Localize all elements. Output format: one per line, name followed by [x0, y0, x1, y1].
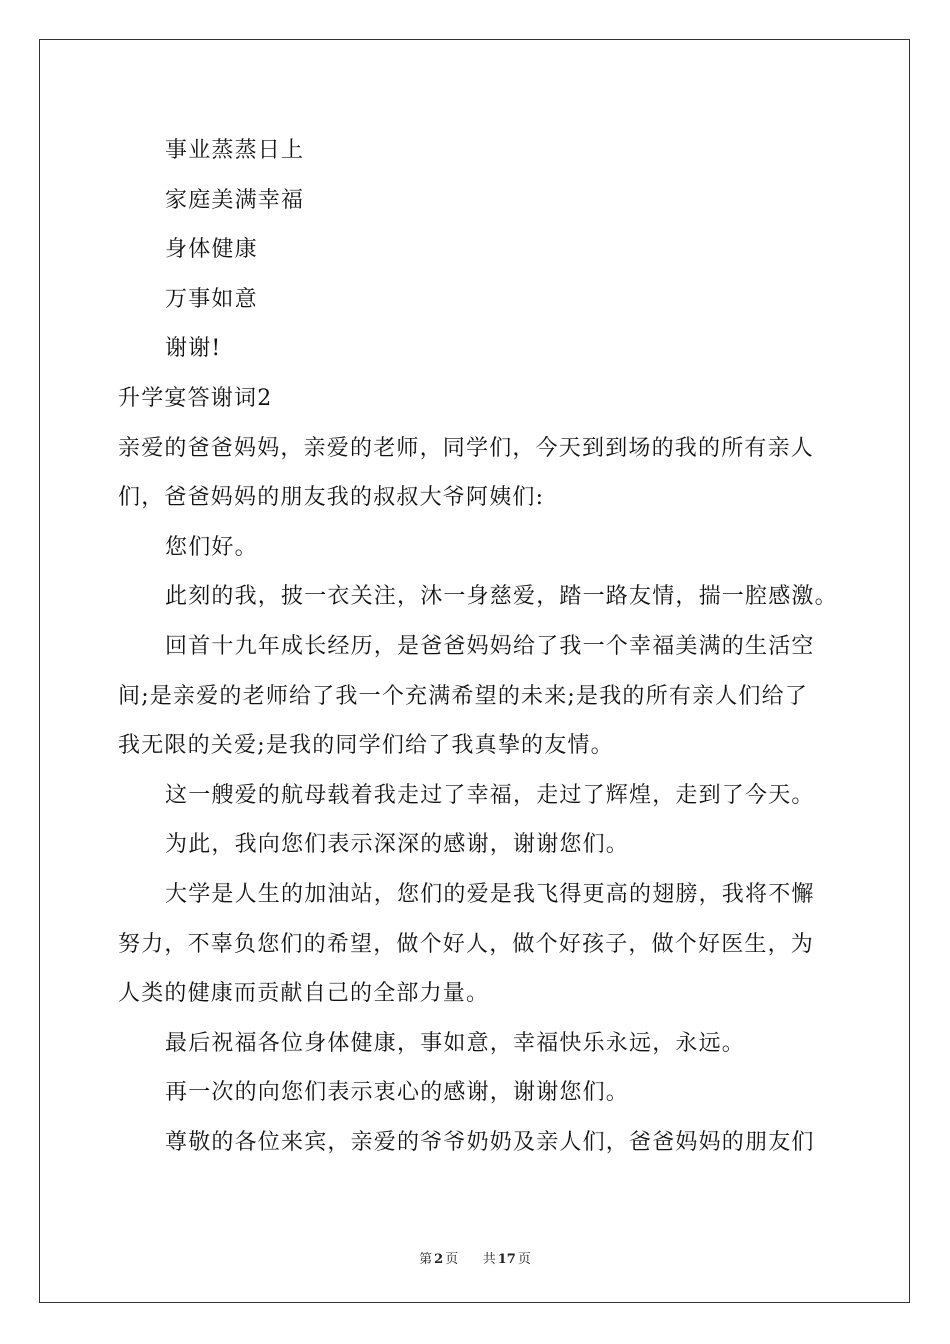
text-line: 谢谢! — [165, 336, 222, 362]
text-line: 间;是亲爱的老师给了我一个充满希望的未来;是我的所有亲人们给了 — [118, 683, 809, 709]
page-suffix: 页 — [445, 1252, 459, 1267]
total-number: 17 — [497, 1252, 516, 1267]
total-suffix: 页 — [517, 1252, 531, 1267]
document-body — [118, 126, 838, 1167]
total-pages — [481, 1252, 533, 1267]
total-prefix: 共 — [482, 1252, 496, 1267]
text-line: 家庭美满幸福 — [165, 187, 305, 213]
text-line: 回首十九年成长经历，是爸爸妈妈给了我一个幸福美满的生活空 — [165, 633, 815, 659]
page-indicator — [417, 1252, 460, 1267]
section-heading: 升学宴答谢词2 — [118, 385, 273, 411]
text-line: 您们好。 — [165, 534, 258, 560]
text-line: 们，爸爸妈妈的朋友我的叔叔大爷阿姨们: — [118, 485, 545, 511]
page-footer — [0, 1248, 950, 1267]
page-number: 2 — [434, 1252, 444, 1267]
text-line: 身体健康 — [165, 237, 258, 263]
text-line: 努力，不辜负您们的希望，做个好人，做个好孩子，做个好医生，为 — [118, 931, 815, 957]
text-line: 最后祝福各位身体健康，事如意，幸福快乐永远，永远。 — [165, 1030, 746, 1056]
text-line: 这一艘爱的航母载着我走过了幸福，走过了辉煌，走到了今天。 — [165, 782, 815, 808]
text-line: 人类的健康而贡献自己的全部力量。 — [118, 981, 490, 1007]
text-line: 大学是人生的加油站，您们的爱是我飞得更高的翅膀，我将不懈 — [165, 881, 815, 907]
text-line: 事业蒸蒸日上 — [165, 138, 305, 163]
text-line: 此刻的我，披一衣关注，沐一身慈爱，踏一路友情，揣一腔感激。 — [165, 584, 838, 610]
page-prefix: 第 — [419, 1252, 433, 1267]
text-line: 亲爱的爸爸妈妈，亲爱的老师，同学们，今天到到场的我的所有亲人 — [118, 435, 815, 461]
text-line: 我无限的关爱;是我的同学们给了我真挚的友情。 — [118, 733, 614, 759]
text-line: 尊敬的各位来宾，亲爱的爷爷奶奶及亲人们，爸爸妈妈的朋友们 — [165, 1129, 815, 1155]
text-line: 再一次的向您们表示衷心的感谢，谢谢您们。 — [165, 1080, 630, 1106]
text-line: 万事如意 — [165, 286, 258, 312]
text-line: 为此，我向您们表示深深的感谢，谢谢您们。 — [165, 832, 630, 858]
